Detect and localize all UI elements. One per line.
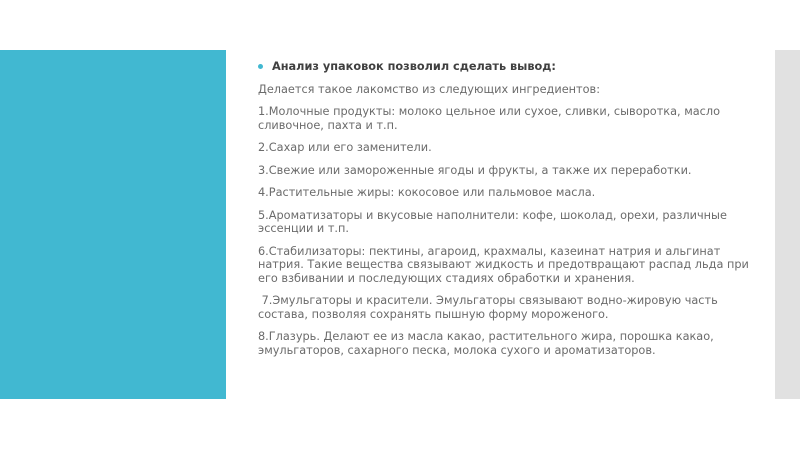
ingredient-item: 2.Сахар или его заменители. (258, 141, 432, 154)
ingredient-item: 8.Глазурь. Делают ее из масла какао, растительного жира, порошка какао, эмульгаторов, сахарного песка, молока сухого и ароматизаторов. (258, 330, 714, 357)
heading-text: Анализ упаковок позволил сделать вывод: (272, 60, 556, 73)
ingredient-item: 6.Стабилизаторы: пектины, агароид, крахмалы, казеинат натрия и альгинат натрия. Такие вещества связывают жидкость и предотвращают распад льда при его взбивании и последующих стадиях обработки и хранения. (258, 244, 749, 285)
decorative-gray-bar (775, 50, 800, 399)
bullet-dot-icon (258, 64, 263, 69)
ingredient-item: 1.Молочные продукты: молоко цельное или сухое, сливки, сыворотка, масло сливочное, пахта и т.п. (258, 105, 721, 132)
ingredient-item: 4.Растительные жиры: кокосовое или пальмовое масла. (258, 186, 596, 199)
slide-heading (258, 60, 758, 74)
decorative-teal-block (0, 50, 226, 399)
ingredient-item: 3.Свежие или замороженные ягоды и фрукты, а также их переработки. (258, 163, 692, 177)
intro-paragraph: Делается такое лакомство из следующих ингредиентов: (258, 82, 600, 96)
slide-content (258, 60, 758, 366)
ingredient-item: 5.Ароматизаторы и вкусовые наполнители: кофе, шоколад, орехи, различные эссенции и т.п. (258, 208, 727, 235)
ingredient-item: 7.Эмульгаторы и красители. Эмульгаторы связывают водно-жировую часть состава, позволяя сохранять пышную форму мороженого. (258, 294, 722, 321)
